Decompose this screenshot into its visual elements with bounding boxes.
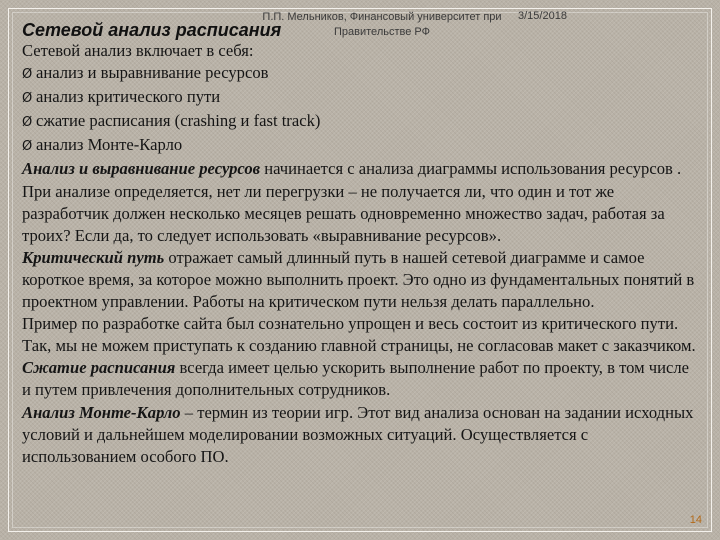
paragraph-text: начинается с анализа диаграммы использования ресурсов . При анализе определяется, нет ли перегрузки – не получается ли, что один и тот же разработчик должен несколько месяцев решать одновременно множество задач, работая за троих? Если да, то следует использовать «выравнивание ресурсов». [22,159,682,245]
paragraph-schedule-compression [22,357,698,401]
paragraph-text: отражает самый длинный путь в нашей сетевой диаграмме и самое короткое время, за которое можно выполнить проект. Это одно из фундаментальных понятий в проектном управлении. Работы на критическом пути нельзя делать параллельно. [22,247,695,312]
paragraph-example [22,313,698,357]
header-author: П.П. Мельников, Финансовый университет при Правительстве РФ [262,11,502,38]
paragraph-text: Пример по разработке сайта был сознательно упрощен и весь состоит из критического пути. Так, мы не можем приступать к созданию главной страницы, не согласовав макет с заказчиком. [22,314,696,356]
paragraph-text: – термин из теории игр. Этот вид анализа основан на задании исходных условий и дальнейшем моделировании возможных ситуаций. Осуществляется с использованием особого ПО. [22,402,694,466]
page-number: 14 [689,514,702,526]
bullet-item [22,110,698,134]
arrow-bullet-icon: Ø [22,115,33,131]
bullet-text: сжатие расписания (crashing и fast track) [36,111,321,131]
paragraph-critical-path [22,247,698,313]
arrow-bullet-icon: Ø [22,91,33,107]
paragraph-text: всегда имеет целью ускорить выполнение работ по проекту, в том числе и путем привлечения дополнительных сотрудников. [22,358,689,400]
header-date: 3/15/2018 [518,10,567,22]
slide-title: Сетевой анализ расписания [22,20,282,40]
paragraph-resource-leveling [22,158,698,246]
slide-content [22,40,698,468]
bullet-item [22,134,698,158]
term-resource-leveling: Анализ и выравнивание ресурсов [22,159,261,179]
arrow-bullet-icon: Ø [22,67,33,83]
bullet-text: анализ Монте-Карло [36,135,183,155]
term-critical-path: Критический путь [22,247,165,267]
term-schedule-compression: Сжатие расписания [22,358,176,378]
bullet-text: анализ и выравнивание ресурсов [36,63,269,83]
bullet-item [22,62,698,86]
arrow-bullet-icon: Ø [22,139,33,155]
bullet-text: анализ критического пути [36,87,221,107]
intro-text: Сетевой анализ включает в себя: [22,41,254,60]
term-monte-carlo: Анализ Монте-Карло [22,402,181,422]
bullet-item [22,86,698,110]
paragraph-monte-carlo [22,402,698,468]
